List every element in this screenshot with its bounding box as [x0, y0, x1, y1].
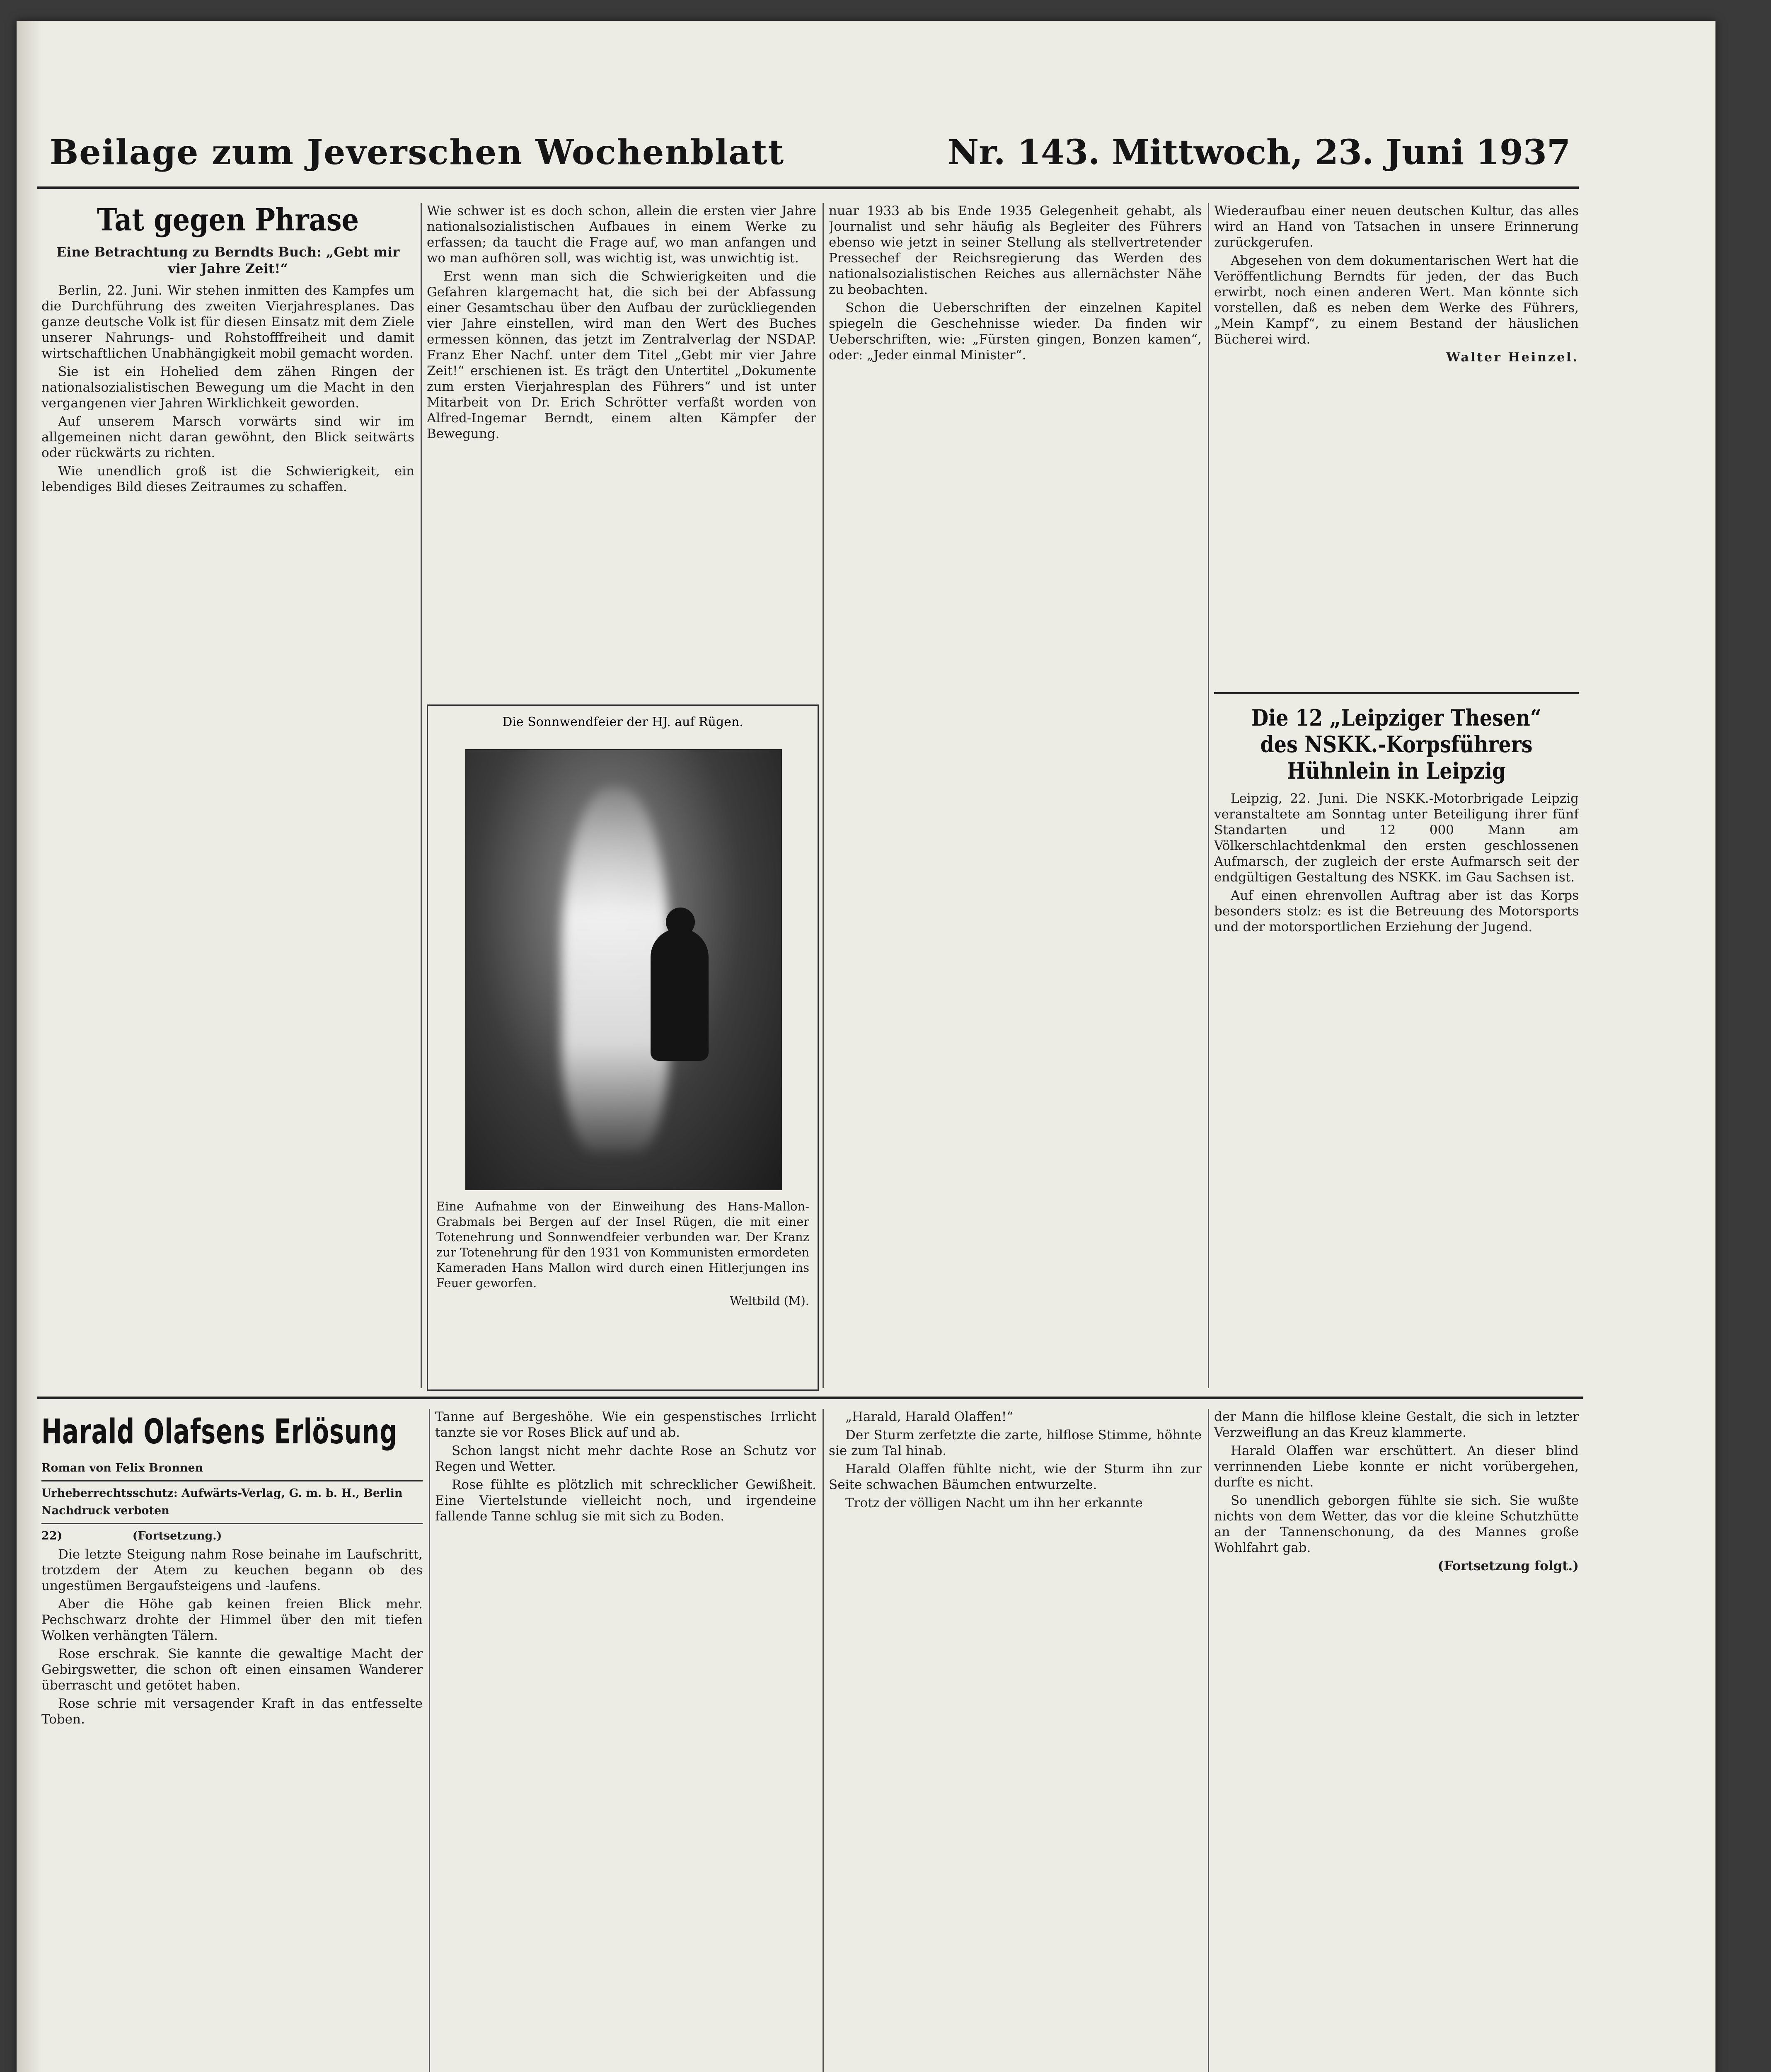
serial-author: Roman von Felix Bronnen — [41, 1462, 203, 1474]
serial-column-2 — [435, 1409, 816, 2072]
article1-column-1 — [41, 203, 414, 1384]
article-separator — [1214, 692, 1579, 694]
column-rule — [823, 203, 824, 1388]
article1-paragraph: Sie ist ein Hohelied dem zähen Ringen der nationalsozialistischen Bewegung um die Macht in den vergangenen vier Jahren Wirklichkeit geworden. — [41, 364, 414, 411]
serial-paragraph: Der Sturm zerfetzte die zarte, hilflose Stimme, höhnte sie zum Tal hinab. — [829, 1428, 1202, 1458]
article1-column-4 — [1214, 203, 1579, 680]
photo-caption-text: Eine Aufnahme von der Einweihung des Hans-Mallon-Grabmals bei Bergen auf der Insel Rügen, die mit einer Totenehrung und Sonnwendfeier verbunden war. Der Kranz zur Totenehrung für den 1931 von Kommunisten ermordeten Kameraden Hans Mallon wird durch einen Hitlerjungen ins Feuer geworfen. — [436, 1199, 809, 1290]
article1-paragraph: Auf unserem Marsch vorwärts sind wir im allgemeinen nicht daran gewöhnt, den Blick seitwärts oder rückwärts zu richten. — [41, 414, 414, 460]
article2-paragraph: Leipzig, 22. Juni. Die NSKK.-Motorbrigade Leipzig veranstaltete am Sonntag unter Beteiligung ihrer fünf Standarten und 12 000 Mann am Völkerschlachtdenkmal den ersten geschlossenen Aufmarsch, der zugleich der erste Aufmarsch seit der endgültigen Gestaltung des NSKK. im Gau Sachsen ist. — [1214, 791, 1579, 885]
serial-continuation-label: (Fortsetzung.) — [132, 1530, 222, 1542]
article1-paragraph: Wie unendlich groß ist die Schwierigkeit, ein lebendiges Bild dieses Zeitraumes zu schaffen. — [41, 464, 414, 494]
article1-column-2 — [427, 203, 816, 692]
article1-paragraph: Wiederaufbau einer neuen deutschen Kultur, das alles wird an Hand von Tatsachen in unsere Erinnerung zurückgerufen. — [1214, 203, 1579, 250]
photo-caption — [436, 1199, 809, 1309]
serial-chapter — [41, 1529, 423, 1543]
masthead-issue: Nr. 143. Mittwoch, 23. Juni 1937 — [948, 133, 1570, 172]
column-rule — [429, 1409, 430, 2072]
article1-subtitle: Eine Betrachtung zu Berndts Buch: „Gebt mir vier Jahre Zeit!“ — [56, 244, 400, 276]
page-fold-edge — [17, 21, 41, 2072]
solstice-fire-photo — [465, 749, 782, 1190]
serial-continued-note: (Fortsetzung folgt.) — [1437, 1559, 1579, 1573]
serial-header-rule — [41, 1523, 423, 1524]
serial-column-3 — [829, 1409, 1202, 2072]
article1-paragraph: Schon die Ueberschriften der einzelnen Kapitel spiegeln die Geschehnisse wieder. Da finden wir Ueberschriften, wie: „Fürsten gingen, Bonzen kamen“, oder: „Jeder einmal Minister“. — [829, 300, 1202, 363]
photo-headline: Die Sonnwendfeier der HJ. auf Rügen. — [502, 715, 743, 729]
photo-credit: Weltbild (M). — [730, 1294, 809, 1308]
masthead-title: Beilage zum Jeverschen Wochenblatt — [50, 133, 785, 172]
serial-reprint-note: Nachdruck verboten — [41, 1504, 169, 1517]
article1-paragraph: nuar 1933 ab bis Ende 1935 Gelegenheit gehabt, als Journalist und sehr häufig als Begleiter des Führers ebenso wie jetzt in seiner Stellung als stellvertretender Pressechef der Reichsregierung das Werden des nationalsozialistischen Reiches aus allernächster Nähe zu beobachten. — [829, 203, 1202, 297]
serial-paragraph: Aber die Höhe gab keinen freien Blick mehr. Pechschwarz drohte der Himmel über den mit tiefen Wolken verhängten Tälern. — [41, 1597, 423, 1643]
column-rule — [421, 203, 422, 1388]
article1-paragraph: Berlin, 22. Juni. Wir stehen inmitten des Kampfes um die Durchführung des zweiten Vierjahresplanes. Das ganze deutsche Volk ist für diesen Einsatz mit dem Ziele unserer Nahrungs- und Rohstofffreiheit und damit wirtschaftlichen Unabhängigkeit mobil gemacht worden. — [41, 283, 414, 361]
serial-copyright: Urheberrechtsschutz: Aufwärts-Verlag, G. m. b. H., Berlin — [41, 1487, 403, 1500]
serial-header-rule — [41, 1480, 423, 1481]
serial-column-4 — [1214, 1409, 1579, 2072]
serial-paragraph: Rose schrie mit versagender Kraft in das entfesselte Toben. — [41, 1696, 423, 1727]
serial-paragraph: Rose fühlte es plötzlich mit schrecklicher Gewißheit. Eine Viertelstunde vielleicht noch, und irgendeine fallende Tanne schlug sie mit sich zu Boden. — [435, 1477, 816, 1524]
serial-paragraph: „Harald, Harald Olaffen!“ — [845, 1409, 1014, 1424]
photo-box — [427, 704, 819, 1391]
serial-paragraph: Schon langst nicht mehr dachte Rose an Schutz vor Regen und Wetter. — [435, 1443, 816, 1474]
newspaper-page — [17, 21, 1715, 2072]
serial-paragraph: Rose erschrak. Sie kannte die gewaltige Macht der Gebirgswetter, die schon oft einen einsamen Wanderer überrascht und getötet haben. — [41, 1646, 423, 1693]
masthead — [37, 116, 1579, 189]
article1-paragraph: Abgesehen von dem dokumentarischen Wert hat die Veröffentlichung Berndts für jeden, der das Buch erwirbt, noch einen anderen Wert. Man könnte sich vorstellen, daß es neben dem Werke des Führers, „Mein Kampf“, zu einem Bestand der häuslichen Bücherei wird. — [1214, 253, 1579, 347]
article2-paragraph: Auf einen ehrenvollen Auftrag aber ist das Korps besonders stolz: es ist die Betreuung des Motorsports und der motorsportlichen Erziehung der Jugend. — [1214, 888, 1579, 934]
serial-paragraph: Die letzte Steigung nahm Rose beinahe im Laufschritt, trotzdem der Atem zu keuchen begann ob des ungestümen Bergaufsteigens und -laufens. — [41, 1547, 423, 1593]
column-rule — [823, 1409, 824, 2072]
figure-silhouette — [651, 928, 709, 1061]
article2-column — [1214, 704, 1579, 1388]
serial-paragraph: Trotz der völligen Nacht um ihn her erkannte — [845, 1496, 1143, 1510]
serial-chapter-number: 22) — [41, 1530, 63, 1542]
serial-paragraph: Harald Olaffen fühlte nicht, wie der Sturm ihn zur Seite schwachen Bäumchen entwurzelte. — [829, 1462, 1202, 1492]
column-rule — [1208, 1409, 1209, 2072]
serial-paragraph: Harald Olaffen war erschüttert. An dieser blind verrinnenden Liebe konnte er nicht vorübergehen, durfte es nicht. — [1214, 1443, 1579, 1490]
serial-paragraph: Tanne auf Bergeshöhe. Wie ein gespenstisches Irrlicht tanzte sie vor Roses Blick auf und ab. — [435, 1409, 816, 1440]
column-rule — [1208, 203, 1209, 1388]
serial-column-1 — [41, 1409, 423, 2072]
article1-column-3 — [829, 203, 1202, 1384]
serial-title: Harald Olafsens Erlösung — [41, 1412, 398, 1452]
article1-author: Walter Heinzel. — [1446, 350, 1579, 365]
article1-paragraph: Wie schwer ist es doch schon, allein die ersten vier Jahre nationalsozialistischen Aufbaues in einem Werke zu erfassen; da taucht die Frage auf, wo man anfangen und wo man aufhören soll, was wichtig ist, was unwichtig ist. — [427, 203, 816, 266]
section-separator — [37, 1397, 1583, 1399]
article1-title: Tat gegen Phrase — [97, 203, 359, 238]
article1-paragraph: Erst wenn man sich die Schwierigkeiten und die Gefahren klargemacht hat, die sich bei der Abfassung einer Gesamtschau über den Aufbau der zurückliegenden vier Jahre einstellen, wird man den Wert des Buches ermessen können, das jetzt im Zentralverlag der NSDAP. Franz Eher Nachf. unter dem Titel „Gebt mir vier Jahre Zeit!“ erschienen ist. Es trägt den Untertitel „Dokumente zum ersten Vierjahresplan des Führers“ und ist unter Mitarbeit von Dr. Erich Schrötter verfaßt worden von Alfred-Ingemar Berndt, einem alten Kämpfer der Bewegung. — [427, 269, 816, 441]
article2-title: Die 12 „Leipziger Thesen“ des NSKK.-Korpsführers Hühnlein in Leipzig — [1251, 704, 1542, 784]
serial-paragraph: So unendlich geborgen fühlte sie sich. Sie wußte nichts von dem Wetter, das vor die kleine Schutzhütte an der Tannenschonung, da des Mannes große Wohlfahrt gab. — [1214, 1493, 1579, 1555]
serial-paragraph: der Mann die hilflose kleine Gestalt, die sich in letzter Verzweiflung an das Kreuz klammerte. — [1214, 1409, 1579, 1440]
